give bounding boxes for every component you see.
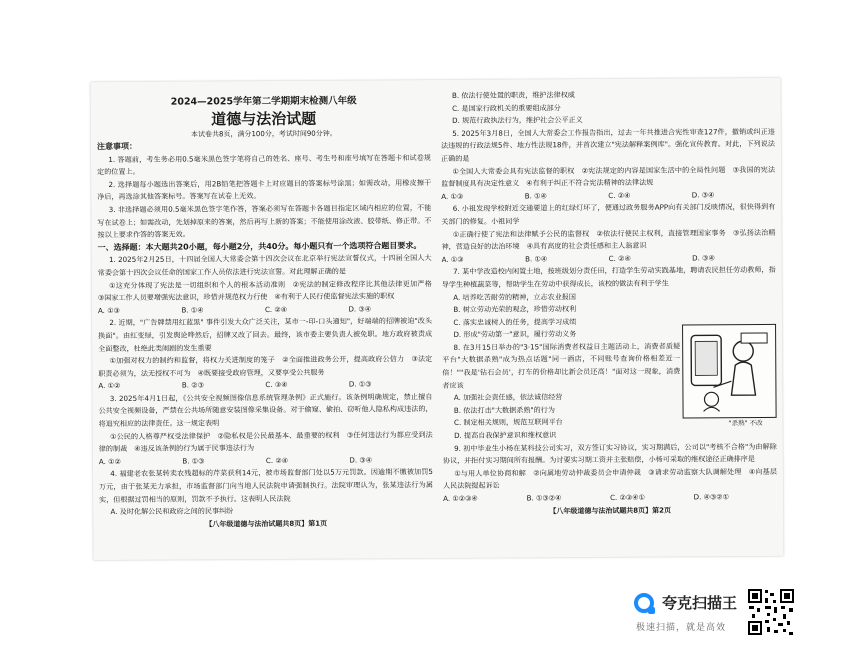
q1-option-a: A. ①③ [97,305,120,315]
q2-option-a: A. ①② [98,381,121,391]
term-heading: 2024—2025学年第二学期期末检测八年级 [170,95,357,108]
q2-option-c: C. ③④ [265,380,288,390]
page-1 [96,80,439,531]
q6-option-b: B. ①④ [525,254,548,264]
q5-option-d: D. ③④ [691,190,715,200]
cartoon-caption: "杀熟" 不改 [728,419,763,428]
note-1: 1. 答题前，考生务必用0.5毫米黑色签字笔将自己的姓名、座号、考生号和座号填写在答题卡和试卷规定的位置上。 [97,152,432,177]
page-1-footer: 【八年级道德与法治试题共8页】第1页 [205,519,328,529]
q8-option-b: B. 依法打击"大数据杀熟"的行为 [453,405,555,415]
note-3: 3. 非选择题必须用0.5毫米黑色签字笔作答，答案必须写在答题卡各题目指定区域内相应的位置，不能写在试卷上；如需改动，先划掉原来的答案，然后再写上新的答案；不能使用涂改液、胶带纸、修正带。不按以上要求作答的答案无效。 [97,203,432,240]
q3-option-d: D. ③④ [349,455,373,465]
q2-stem: 2. 近期，"广告牌禁用红蓝黑" 事件引发大众广泛关注，某市一-印-口头通知"，好端端的招牌被迫"改头换面"。由红变绿，引发舆论哗然后，招牌又改了回去。最终，该市委主要负责人被免职。地方政府被责成全面整改，杜绝此类闹剧的发生重要 [98,316,433,353]
q6-option-a: A. ①③ [441,254,464,264]
q3-statements: ①公民的人格尊严权受法律保护 ②隐私权是公民最基本、最重要的权利 ③任何违法行为都应受到法律的制裁 ④违反该条例的行为属于民事违法行为 [98,429,433,454]
q9-stem: 9. 初中毕业生小杨在某科技公司实习，双方签订实习协议，实习期满后，公司以"考核不合格"为由解除协议，并拒付实习期间所有报酬。为讨要实习期工资并主张赔偿，小杨可采取的维权途径正确排序是 [442,441,777,466]
q7-option-d: D. 形成"劳动第一"意识，履行劳动义务 [453,329,577,340]
q5-option-c: C. ②④ [608,190,631,200]
q8-option-c: C. 制定相关规则，规范互联网平台 [453,417,563,428]
q3-option-c: C. ②④ [265,455,289,465]
q5-option-a: A. ①③ [441,191,464,201]
q4-option-a: A. 及时化解公民和政府之间的民事纠纷 [110,506,234,517]
note-2: 2. 选择题每小题选出答案后，用2B铅笔把答题卡上对应题目的答案标号涂黑；如需改动，用橡皮擦干净后，再选涂其他答案标号。答案写在试卷上无效。 [97,177,432,202]
q8-option-d: D. 提高自我保护意识和维权意识 [454,430,557,440]
scanner-slogan: 极速扫描，就是高效 [636,623,727,633]
q6-statements: ①正确行使了宪法和法律赋予公民的监督权 ②依法行使民主权利，直接管理国家事务 ③弘扬法治精神，营造良好的法治环境 ④具有高度的社会责任感和主人翁意识 [441,227,776,252]
q9-option-b: B. ①③②④ [526,493,562,503]
section-heading: 一、选择题：本大题共20小题，每小题2分，共40分。每小题只有一个选项符合题目要求。 [97,240,422,252]
q7-stem: 7. 某中学改造校内闲置土地，按班级划分责任田，打造学生劳动实践基地，聘请农民担任劳动教师，指导学生种植蔬菜等，帮助学生在劳动中获得成长，该校的做法有利于学生 [441,265,776,289]
q4-option-d: D. 规范行政执法行为，维护社会公平正义 [452,115,583,126]
q9-option-a: A. ①②③④ [443,493,478,503]
exam-paper [91,78,784,560]
q9-option-d: D. ④③②① [693,492,730,502]
q6-option-d: D. ③④ [692,253,715,263]
q7-option-a: A. 培养吃苦耐劳的精神，立志农业报国 [453,291,576,302]
q5-option-b: B. ①④ [524,191,547,201]
q4-option-c: C. 是国家行政机关的重要组成部分 [452,102,561,113]
q9-options [443,491,777,506]
q7-option-c: C. 落实忠诚树人的任务，提高学习成绩 [453,316,577,327]
notes-heading: 注意事项： [96,141,137,152]
q9-option-c: C. ②③④① [610,492,646,502]
exam-title: 道德与法治试题 [211,109,317,129]
q7-option-b: B. 树立劳动光荣的观念，珍惜劳动权利 [453,304,577,314]
q1-option-d: D. ③④ [348,304,372,314]
scanner-logo-icon [634,593,654,613]
q8-option-a: A. 加强社会责任感，依法诚信经营 [453,392,563,403]
q1-statements: ①这充分体现了宪法是一切组织和个人的根本活动准则 ②宪法的制定修改程序比其他法律更加严格 ③国家工作人员要增强宪法意识，珍惜并规范权力行使 ④有利于人民行使监督宪法实施的职权 [97,278,439,303]
cartoon-drawing [683,325,776,418]
scanner-watermark [634,592,737,613]
q8-stem: 8. 在3月15日举办的"3·15"国际消费者权益日主题活动上，消费者质疑平台"大数据杀熟"成为热点话题"同一酒店，不同账号查询价格相差近一倍！""我是'钻石会员'，打车的价格却比新会员还高！"面对这一现象，消费者应该 [442,341,681,390]
q6-stem: 6. 小祖发现学校附近交通要道上的红绿灯坏了，便通过政务服务APP向有关部门反映情况，很快得到有关部门的修复。小祖同学 [441,202,776,226]
q4-option-b: B. 依法行使处置的职责，维护法律权威 [451,90,575,100]
q1-option-c: C. ②④ [264,304,288,314]
q3-option-b: B. ①③ [182,456,205,466]
q2-option-b: B. ②③ [181,380,205,390]
page-2-footer: 【八年级道德与法治试题共8页】第2页 [549,506,672,515]
q1-option-b: B. ①④ [181,305,204,315]
q5-statements: ①全国人大常委会具有宪法监督的职权 ②宪法规定的内容是国家生活中的全局性问题 ③我国的宪法监督制度具有决定性意义 ④有利于纠正不符合宪法精神的法律法规 [441,164,776,189]
exam-info: 本试卷共8页，满分100分，考试时间90分钟。 [190,129,337,139]
q9-statements: ①与用人单位协商和解 ②向属地劳动仲裁委员会申请仲裁 ③请求劳动监察大队调解处理 ④向基层人民法院提起诉讼 [442,466,777,491]
q4-stem: 4. 福建老农张某转卖农残超标的芹菜获利14元，被市场监督部门处以5万元罚款。因逾期不缴被加罚5万元，由于张某无力承担，市场监督部门向当地人民法院申请强制执行。法院审理认为，张某违法行为属实，但根据过罚相当的原则，罚款不予执行。这表明人民法院 [98,467,434,504]
q6-option-c: C. ②④ [608,253,631,263]
q3-stem: 3. 2025年4月1日起，《公共安全视频图像信息系统管理条例》正式施行。该条例明确规定，禁止擅自公共安全视频设备，严禁在公共场所随意安装图像采集设备。对于偷窥、偷拍、窃听他人隐私构成违法的，将追究相应的法律责任。这一规定表明 [98,391,433,429]
page-2 [441,78,778,518]
scanner-name: 夸克扫描王 [662,594,738,612]
q5-stem: 5. 2025年3月8日，全国人大常委会工作报告指出，过去一年共推进合宪性审查127件，撤销或纠正违法违规的行政法规5件、地方性法规18件，并首次建立"宪法解释案例库"。强化宣传教育。对此，下列说法正确的是 [440,126,775,163]
q3-option-a: A. ①② [98,456,121,466]
q2-statements: ①加强对权力的制约和监督，将权力关进制度的笼子 ②全面推进政务公开，提高政府公信力 ③法定职责必须为，法无授权不可为 ④既要接受政府管理，又要享受公共服务 [98,354,433,378]
q1-stem: 1. 2025年2月25日，十四届全国人大常委会第十四次会议在北京举行宪法宣誓仪式，十四届全国人大常委会第十四次会议任命的国家工作人员依法进行宪法宣誓。对此理解正确的是 [97,253,432,278]
cartoon-image [682,324,777,419]
q2-option-d: D. ①③ [348,379,372,389]
qr-code-icon [747,588,795,636]
